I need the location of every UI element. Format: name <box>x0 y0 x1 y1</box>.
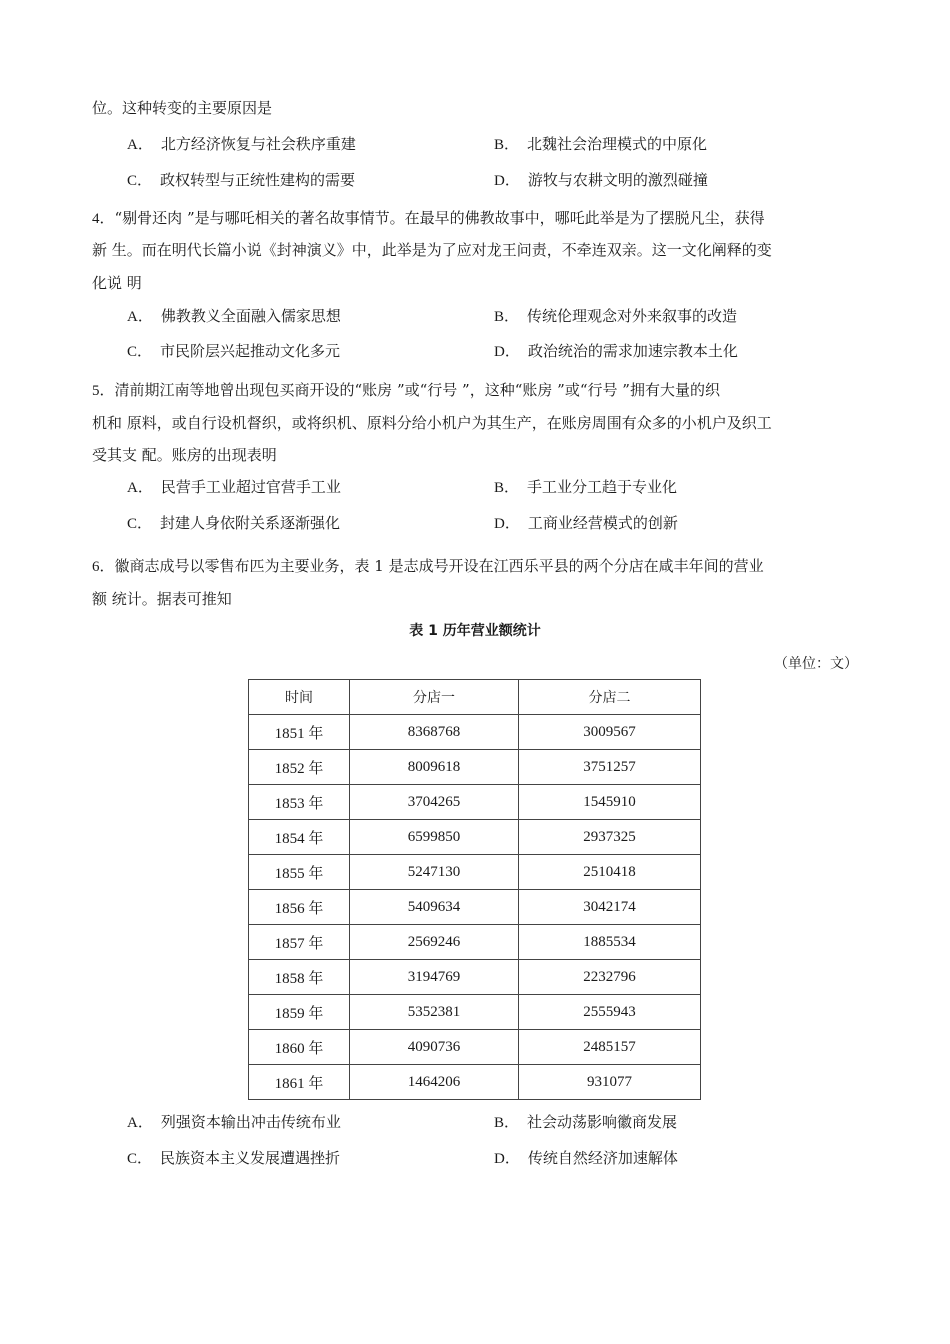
cell-branch-2: 3751257 <box>519 750 701 785</box>
header-time: 时间 <box>249 680 350 715</box>
cell-branch-2: 1545910 <box>519 785 701 820</box>
option-text: 手工业分工趋于专业化 <box>527 478 678 496</box>
cell-year: 1851 年 <box>249 715 350 750</box>
option-text: 传统伦理观念对外来叙事的改造 <box>527 307 738 325</box>
cell-branch-1: 5247130 <box>350 855 519 890</box>
cell-branch-1: 2569246 <box>350 925 519 960</box>
q6-stem-text-b: 江西乐平县的两个 <box>493 557 614 575</box>
q5-option-a[interactable] <box>127 477 341 498</box>
q4-option-a[interactable] <box>127 306 341 327</box>
table-row <box>249 1065 701 1100</box>
option-text: 传统自然经济加速解体 <box>527 1149 678 1167</box>
q5-number: 5． <box>92 383 115 399</box>
cell-year: 1856 年 <box>249 890 350 925</box>
option-letter: D． <box>494 173 520 189</box>
option-letter: C． <box>127 516 153 532</box>
option-text: 市民阶层兴起推动文化多元 <box>160 342 341 360</box>
option-letter: C． <box>127 1151 153 1167</box>
q5-option-d[interactable] <box>494 513 678 534</box>
cell-year: 1859 年 <box>249 995 350 1030</box>
q4-number: 4． <box>92 211 115 227</box>
table-row <box>249 855 701 890</box>
q4-stem-line-1 <box>92 208 765 229</box>
option-text: 工商业经营模式的创新 <box>527 514 678 532</box>
q6-stem-line-1 <box>92 556 764 577</box>
q6-number: 6． <box>92 559 115 575</box>
q5-stem-line-2: 机和 原料，或自行设机督织，或将织机、原料分给小机户为其生产，在账房周围有众多的小机户及织工 <box>92 414 772 432</box>
cell-year: 1854 年 <box>249 820 350 855</box>
cell-branch-2: 2232796 <box>519 960 701 995</box>
header-branch-2: 分店二 <box>519 680 701 715</box>
option-text: 封建人身依附关系逐渐强化 <box>160 514 341 532</box>
option-letter: C． <box>127 173 153 189</box>
cell-branch-2: 931077 <box>519 1065 701 1100</box>
cell-year: 1860 年 <box>249 1030 350 1065</box>
option-letter: D． <box>494 344 520 360</box>
option-text: 政权转型与正统性建构的需要 <box>160 171 356 189</box>
option-text: 佛教教义全面融入儒家思想 <box>160 307 341 325</box>
cell-branch-1: 1464206 <box>350 1065 519 1100</box>
table-row <box>249 890 701 925</box>
table-row <box>249 995 701 1030</box>
option-text: 民族资本主义发展遭遇挫折 <box>160 1149 341 1167</box>
q6-option-c[interactable] <box>127 1148 340 1169</box>
option-text: 游牧与农耕文明的激烈碰撞 <box>527 171 708 189</box>
cell-branch-1: 3194769 <box>350 960 519 995</box>
option-letter: A． <box>127 137 153 153</box>
option-letter: A． <box>127 480 153 496</box>
table-row <box>249 750 701 785</box>
option-letter: B． <box>494 137 520 153</box>
q6-option-a[interactable] <box>127 1112 341 1133</box>
q3-option-d[interactable] <box>494 170 708 191</box>
table-row <box>249 925 701 960</box>
option-letter: A． <box>127 1115 153 1131</box>
q5-option-b[interactable] <box>494 477 677 498</box>
table-title: 表 1 历年营业额统计 <box>409 623 541 639</box>
q4-option-b[interactable] <box>494 306 737 327</box>
q4-option-d[interactable] <box>494 341 738 362</box>
cell-branch-1: 5409634 <box>350 890 519 925</box>
cell-year: 1861 年 <box>249 1065 350 1100</box>
cell-year: 1855 年 <box>249 855 350 890</box>
table-header-row <box>249 680 701 715</box>
option-text: 北方经济恢复与社会秩序重建 <box>160 135 356 153</box>
cell-branch-2: 3009567 <box>519 715 701 750</box>
q5-stem-line-3: 受其支 配。账房的出现表明 <box>92 446 277 464</box>
cell-branch-1: 3704265 <box>350 785 519 820</box>
cell-branch-1: 5352381 <box>350 995 519 1030</box>
q4-stem-line-2: 新 生。而在明代长篇小说《封神演义》中，此举是为了应对龙王问责，不牵连双亲。这一文化阐释的变 <box>92 241 772 259</box>
q4-option-c[interactable] <box>127 341 340 362</box>
q4-stem-text: “剔骨还肉 ”是与哪吒相关的著名故事情节。在最早的佛教故事中，哪吒此举是为了摆脱凡尘，获得 <box>114 209 765 227</box>
q6-option-b[interactable] <box>494 1112 677 1133</box>
option-text: 民营手工业超过官营手工业 <box>160 478 341 496</box>
q6-stem-text-c: 分店在咸丰年间的营业 <box>613 557 764 575</box>
table-row <box>249 1030 701 1065</box>
q5-stem-line-1 <box>92 380 720 401</box>
table-row <box>249 960 701 995</box>
q5-option-c[interactable] <box>127 513 340 534</box>
cell-branch-1: 8368768 <box>350 715 519 750</box>
q3-stem-tail: 位。这种转变的主要原因是 <box>92 99 273 117</box>
cell-branch-1: 8009618 <box>350 750 519 785</box>
option-letter: B． <box>494 1115 520 1131</box>
cell-branch-1: 6599850 <box>350 820 519 855</box>
option-text: 社会动荡影响徽商发展 <box>527 1113 678 1131</box>
q3-option-b[interactable] <box>494 134 707 155</box>
cell-branch-2: 2555943 <box>519 995 701 1030</box>
cell-branch-2: 2485157 <box>519 1030 701 1065</box>
option-letter: B． <box>494 480 520 496</box>
option-letter: A． <box>127 309 153 325</box>
option-text: 北魏社会治理模式的中原化 <box>527 135 708 153</box>
sales-table <box>248 679 701 1100</box>
q6-stem-line-2: 额 统计。据表可推知 <box>92 590 232 608</box>
cell-branch-2: 2937325 <box>519 820 701 855</box>
table-row <box>249 820 701 855</box>
table-row <box>249 715 701 750</box>
option-text: 政治统治的需求加速宗教本土化 <box>527 342 738 360</box>
q4-stem-line-3: 化说 明 <box>92 274 142 292</box>
cell-branch-1: 4090736 <box>350 1030 519 1065</box>
cell-year: 1853 年 <box>249 785 350 820</box>
option-letter: D． <box>494 516 520 532</box>
option-letter: B． <box>494 309 520 325</box>
header-branch-1: 分店一 <box>350 680 519 715</box>
cell-year: 1857 年 <box>249 925 350 960</box>
cell-year: 1852 年 <box>249 750 350 785</box>
cell-branch-2: 3042174 <box>519 890 701 925</box>
q6-stem-text-a: 徽商志成号以零售布匹为主要业务，表 1 是志成号开设在 <box>114 557 494 575</box>
q3-option-a[interactable] <box>127 134 356 155</box>
cell-branch-2: 1885534 <box>519 925 701 960</box>
q3-option-c[interactable] <box>127 170 355 191</box>
option-text: 列强资本输出冲击传统布业 <box>160 1113 341 1131</box>
option-letter: D． <box>494 1151 520 1167</box>
q5-stem-text: 清前期江南等地曾出现包买商开设的“账房 ”或“行号 ”，这种“账房 ”或“行号 ”拥有大量的织 <box>114 381 720 399</box>
cell-year: 1858 年 <box>249 960 350 995</box>
table-unit: （单位：文） <box>774 656 858 672</box>
option-letter: C． <box>127 344 153 360</box>
table-row <box>249 785 701 820</box>
table-body <box>249 715 701 1100</box>
q6-option-d[interactable] <box>494 1148 678 1169</box>
cell-branch-2: 2510418 <box>519 855 701 890</box>
